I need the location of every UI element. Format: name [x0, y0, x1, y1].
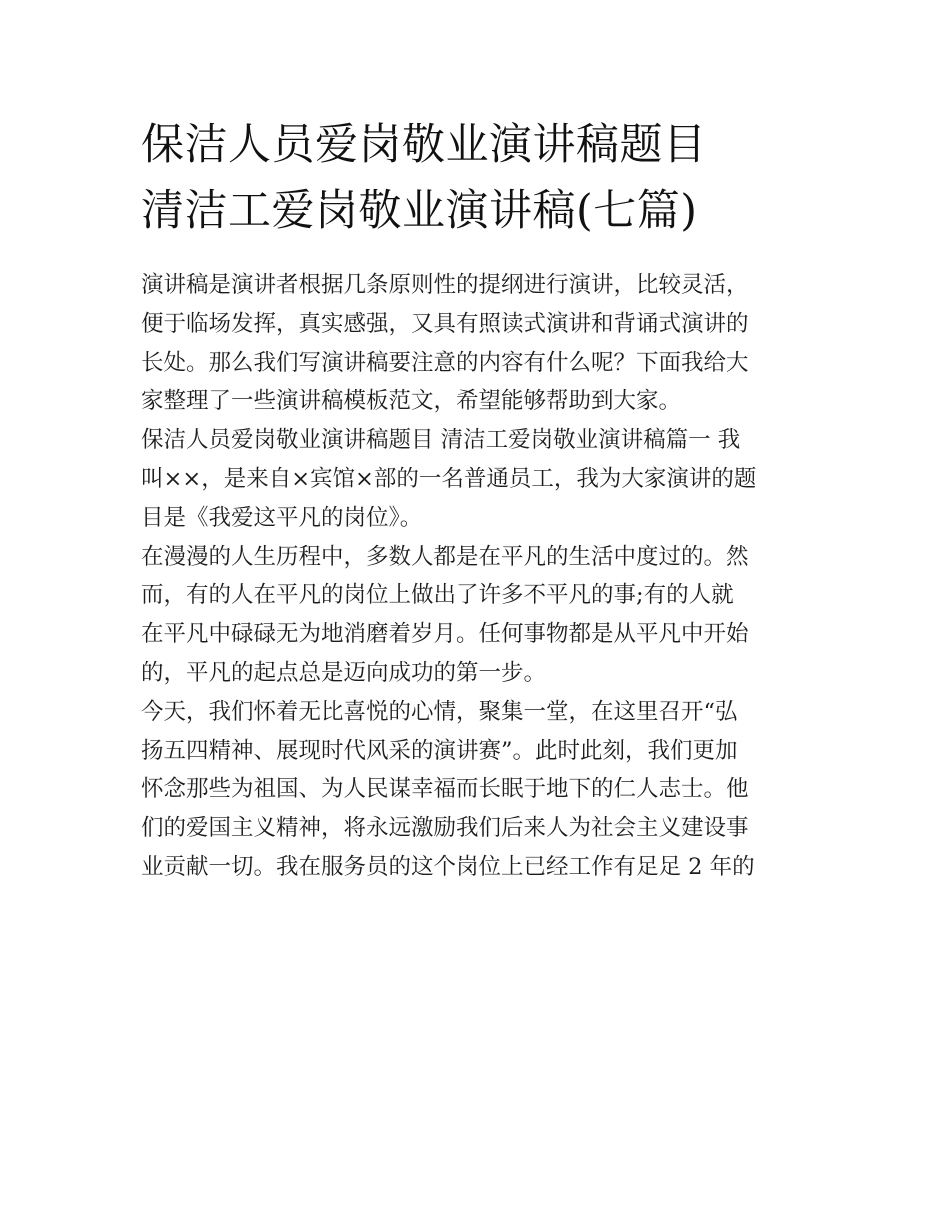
text-line: 便于临场发挥，真实感强，又具有照读式演讲和背诵式演讲的: [141, 310, 749, 337]
title-line-1: 保洁人员爱岗敬业演讲稿题目: [141, 120, 707, 170]
text-line: 而，有的人在平凡的岗位上做出了许多不平凡的事;有的人就: [141, 582, 734, 609]
text-line: 扬五四精神、展现时代风采的演讲赛”。此时此刻，我们更加: [141, 737, 738, 764]
text-line: 业贡献一切。我在服务员的这个岗位上已经工作有足足 2 年的: [141, 853, 755, 880]
paragraph-ordinary-life: [141, 538, 813, 693]
text-line: 怀念那些为祖国、为人民谋幸福而长眠于地下的仁人志士。他: [141, 776, 749, 803]
text-line: 演讲稿是演讲者根据几条原则性的提纲进行演讲，比较灵活，: [141, 272, 749, 298]
text-line: 保洁人员爱岗敬业演讲稿题目 清洁工爱岗敬业演讲稿篇一 我: [141, 427, 741, 454]
text-line: 的，平凡的起点总是迈向成功的第一步。: [141, 659, 547, 686]
text-line: 家整理了一些演讲稿模板范文，希望能够帮助到大家。: [141, 388, 682, 415]
title-line-2: 清洁工爱岗敬业演讲稿(七篇): [141, 186, 698, 236]
text-line: 叫××，是来自×宾馆×部的一名普通员工，我为大家演讲的题: [141, 465, 757, 492]
text-line: 在漫漫的人生历程中，多数人都是在平凡的生活中度过的。然: [141, 543, 749, 570]
paragraph-speech-one-intro: [141, 421, 813, 537]
paragraph-intro: [141, 266, 813, 421]
document-title: [141, 112, 813, 244]
document-content: [141, 112, 813, 887]
text-line: 目是《我爱这平凡的岗位》。: [141, 504, 423, 531]
document-body: [141, 266, 813, 887]
text-line: 今天，我们怀着无比喜悦的心情，聚集一堂，在这里召开“弘: [141, 698, 738, 725]
text-line: 长处。那么我们写演讲稿要注意的内容有什么呢？下面我给大: [141, 349, 749, 376]
paragraph-today: [141, 693, 813, 887]
text-line: 在平凡中碌碌无为地消磨着岁月。任何事物都是从平凡中开始: [141, 621, 749, 648]
text-line: 们的爱国主义精神，将永远激励我们后来人为社会主义建设事: [141, 815, 749, 842]
